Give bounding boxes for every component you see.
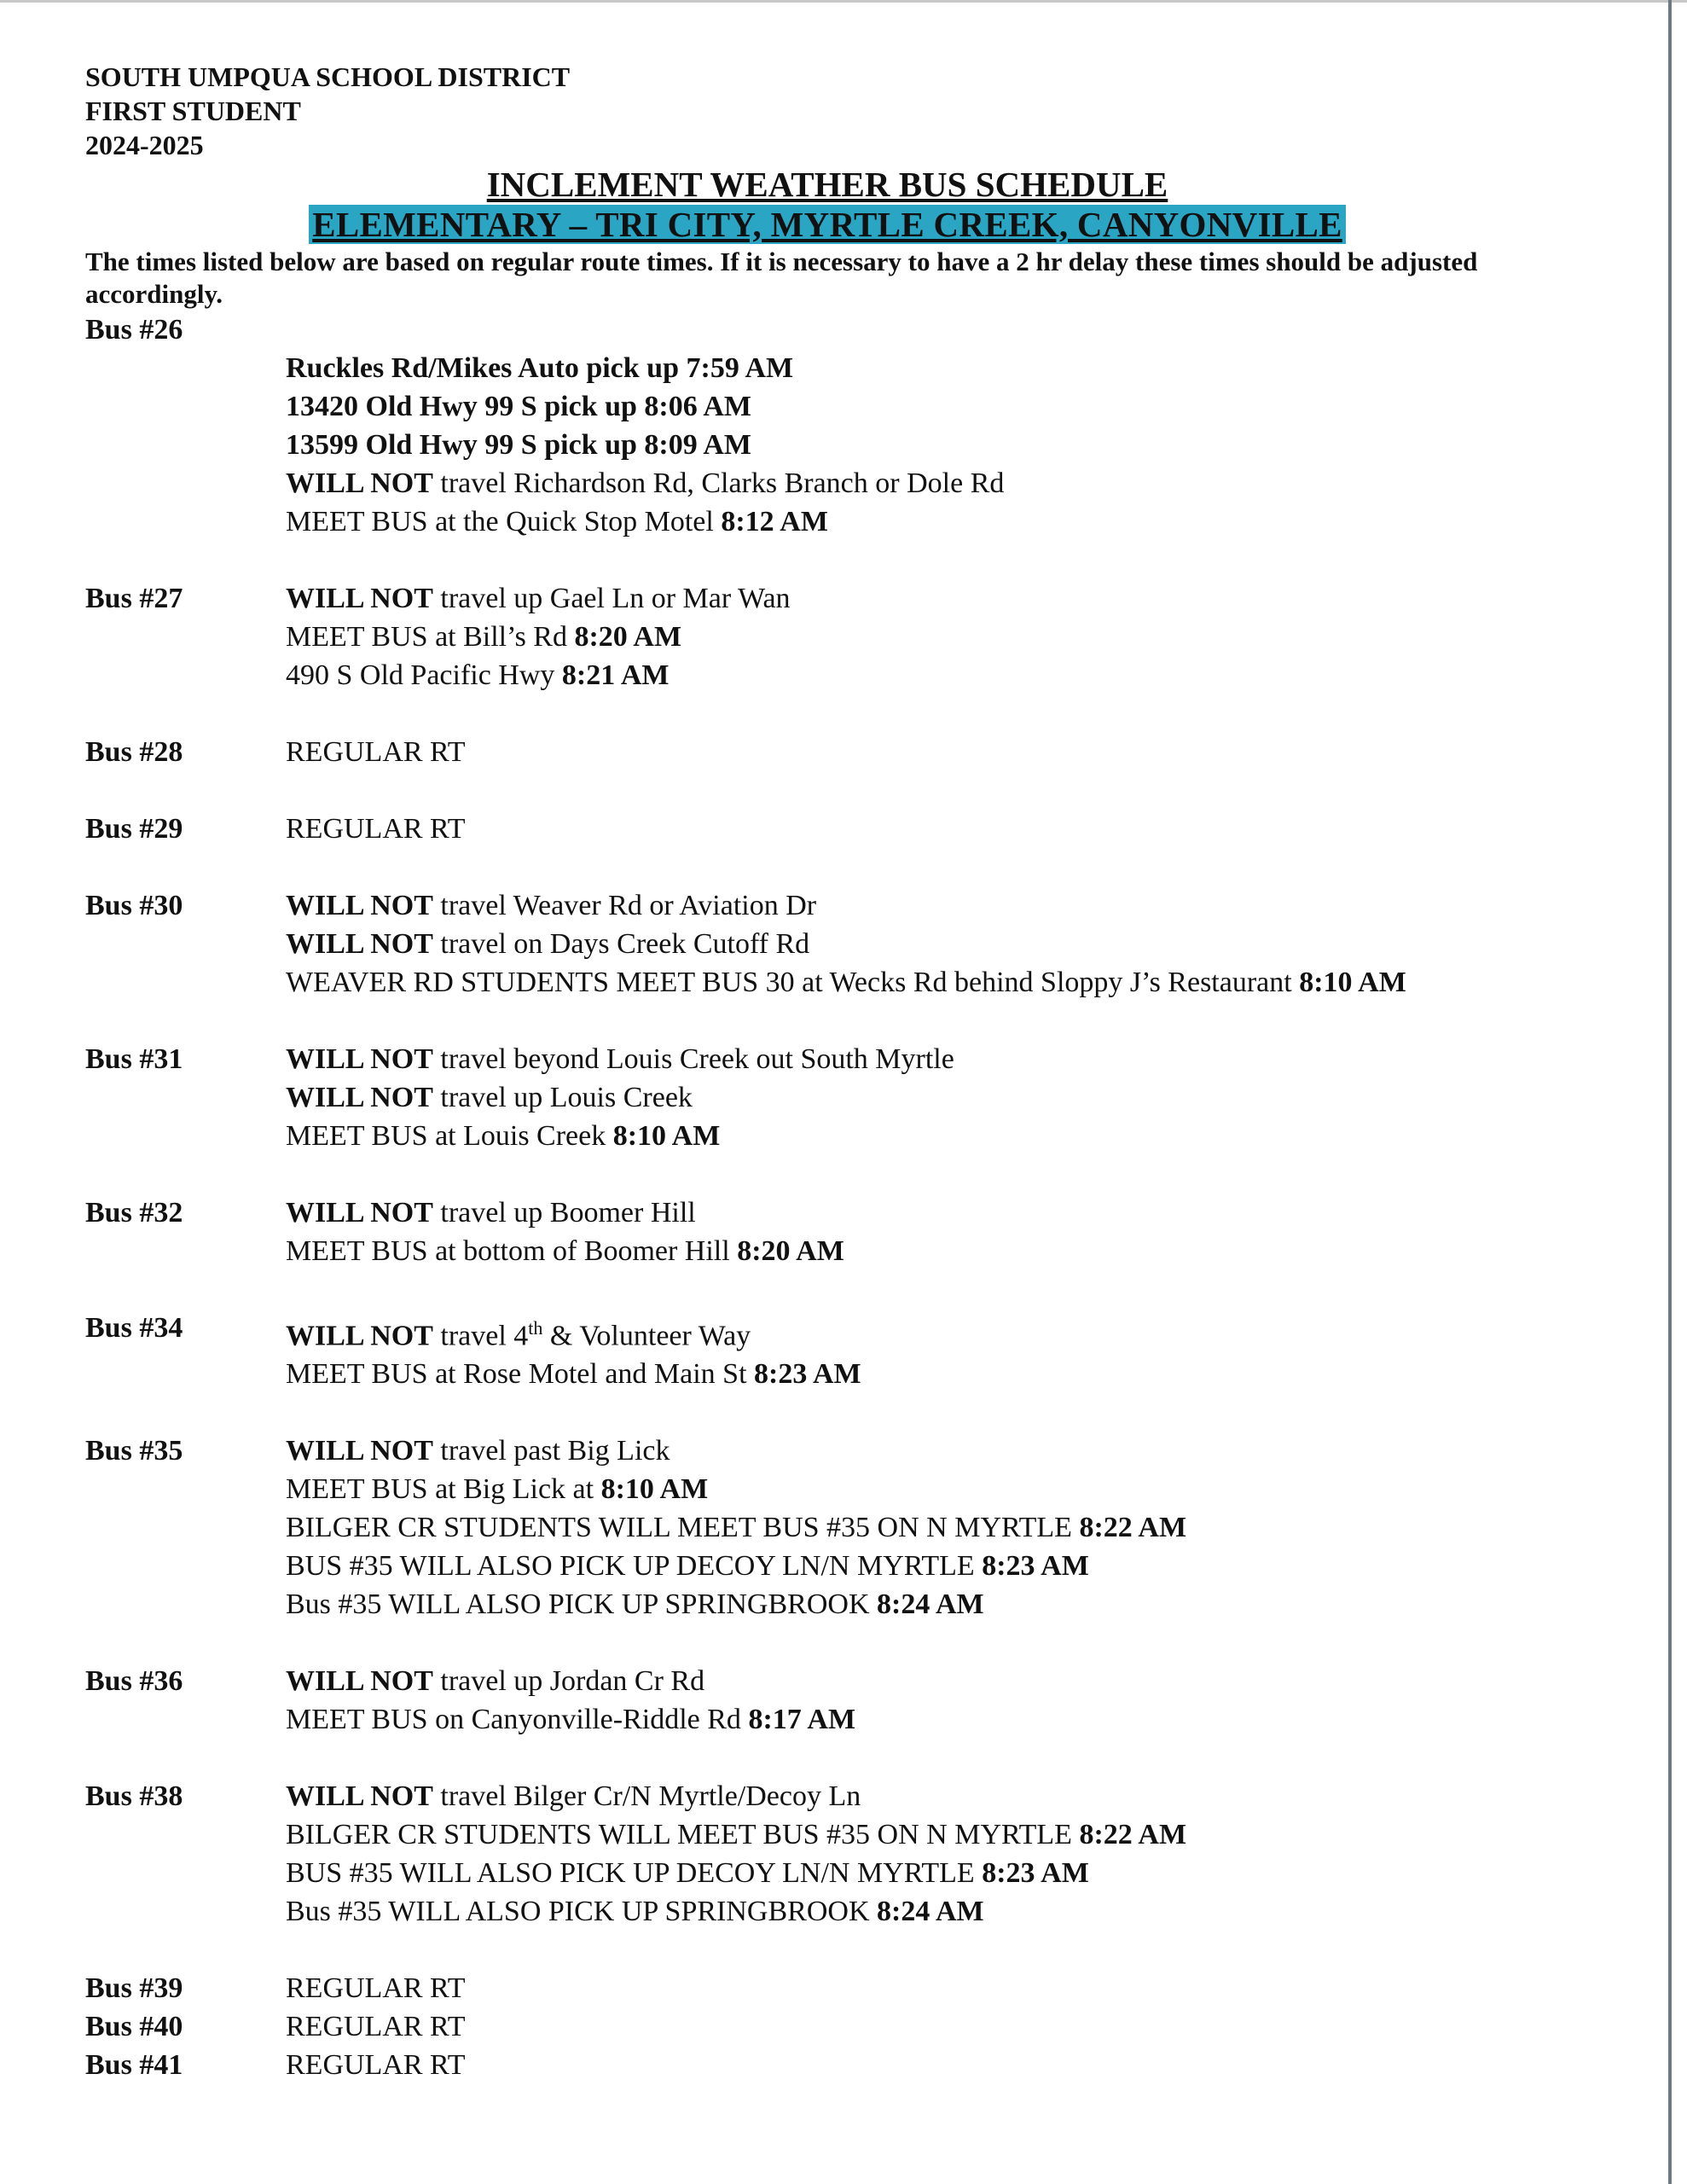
instruction-line [286,464,1586,502]
bold-text: WILL NOT [286,583,433,614]
plain-text: Bus #35 WILL ALSO PICK UP SPRINGBROOK [286,1896,877,1928]
instruction-line [286,1892,1586,1931]
spacer [85,1623,1586,1662]
bus-number: Bus #38 [85,1780,183,1813]
plain-text: travel up Louis Creek [432,1082,693,1113]
plain-text: travel on Days Creek Cutoff Rd [432,928,810,960]
bold-text: WILL NOT [286,928,433,960]
plain-text: WEAVER RD STUDENTS MEET BUS 30 at Wecks Rd behind Sloppy J’s Restaurant [286,967,1300,998]
plain-text: 490 S Old Pacific Hwy [286,659,562,691]
bus-number: Bus #36 [85,1665,183,1698]
bold-text: 13599 Old Hwy 99 S pick up 8:09 AM [286,429,751,461]
plain-text: BILGER CR STUDENTS WILL MEET BUS #35 ON N MYRTLE [286,1819,1080,1851]
instruction-line [286,1309,1586,1355]
plain-text: travel past Big Lick [432,1435,670,1467]
bus-number: Bus #30 [85,890,183,921]
bold-text: 13420 Old Hwy 99 S pick up 8:06 AM [286,391,751,422]
bus-number: Bus #34 [85,1312,183,1344]
bus-entry [85,1662,1586,1739]
document-page [85,60,1586,2084]
bus-instructions [286,1662,1586,1739]
title-block [68,162,1586,244]
bus-instructions [286,1040,1586,1155]
pickup-time: 8:10 AM [1299,967,1406,998]
instruction-line [286,1232,1586,1270]
instruction-line: REGULAR RT [286,2049,466,2082]
pickup-time: 8:22 AM [1079,1512,1187,1544]
plain-text: MEET BUS at Big Lick at [286,1473,601,1506]
instruction-line [286,349,1586,387]
instruction-line [286,618,1586,656]
instruction-line [286,387,1586,426]
instruction-line [286,1355,1586,1393]
plain-text: MEET BUS on Canyonville-Riddle Rd [286,1704,749,1736]
instruction-line [286,1662,1586,1700]
spacer [85,1739,1586,1777]
bold-text: WILL NOT [286,1435,433,1467]
plain-text: BUS #35 WILL ALSO PICK UP DECOY LN/N MYRTLE [286,1550,983,1583]
bus-number: Bus #41 [85,2049,183,2082]
bus-entry [85,311,1586,541]
instruction-line [286,1777,1586,1815]
bus-entry [85,810,1586,848]
bus-entry [85,733,1586,771]
page-title: INCLEMENT WEATHER BUS SCHEDULE [486,165,1168,204]
pickup-time: 8:22 AM [1079,1819,1187,1851]
bus-instructions [286,1194,1586,1270]
instruction-line [286,1432,1586,1470]
bus-entry [85,886,1586,1002]
scan-top-edge [0,0,1687,3]
plain-text: travel 4 [432,1320,529,1352]
page-subtitle: ELEMENTARY – TRI CITY, MYRTLE CREEK, CANYONVILLE [309,205,1346,244]
pickup-time: 8:23 AM [982,1857,1089,1890]
bus-instructions [286,886,1586,1002]
plain-text: travel Weaver Rd or Aviation Dr [432,890,817,921]
instruction-line [286,810,1586,848]
spacer [85,771,1586,810]
regular-route-list [85,1931,1586,2084]
instruction-line [286,426,1586,464]
plain-text: REGULAR RT [286,736,466,768]
bus-entry [85,2007,1586,2046]
spacer [85,1270,1586,1309]
instruction-line [286,311,1586,349]
plain-text: MEET BUS at the Quick Stop Motel [286,506,722,537]
plain-text: travel Bilger Cr/N Myrtle/Decoy Ln [432,1780,861,1813]
plain-text: MEET BUS at bottom of Boomer Hill [286,1235,738,1267]
spacer [85,1393,1586,1432]
bus-instructions [286,1969,1586,2007]
plain-text: MEET BUS at Louis Creek [286,1120,613,1152]
instruction-line [286,579,1586,618]
bus-number: Bus #32 [85,1197,183,1228]
instruction-line [286,1117,1586,1155]
bus-number: Bus #28 [85,736,183,768]
plain-text: REGULAR RT [286,813,466,845]
instruction-line [286,886,1586,925]
pickup-time: 8:23 AM [754,1358,861,1391]
instruction-line [286,1508,1586,1547]
bus-instructions [286,733,1586,771]
bus-entry [85,579,1586,694]
pickup-time: 8:17 AM [748,1704,856,1736]
instruction-line [286,1854,1586,1892]
pickup-time: 8:10 AM [600,1473,709,1506]
bus-number: Bus #39 [85,1972,183,2005]
pickup-time: 8:24 AM [877,1589,984,1621]
bus-entry [85,1777,1586,1931]
bus-number: Bus #26 [85,314,183,346]
bus-schedule [85,311,1586,1931]
spacer [85,541,1586,579]
instruction-line [286,963,1586,1002]
pickup-time: 8:24 AM [877,1896,984,1928]
plain-text: BUS #35 WILL ALSO PICK UP DECOY LN/N MYRTLE [286,1857,983,1890]
instruction-line [286,1700,1586,1739]
bus-instructions [286,1777,1586,1931]
spacer [85,1002,1586,1040]
intro-note: The times listed below are based on regular route times. If it is necessary to have a 2 hr delay these times should be adjusted accordingly. [85,247,1478,309]
instruction-line [286,733,1586,771]
instruction-line [286,1470,1586,1508]
pickup-time: 8:12 AM [721,506,828,537]
instruction-line: REGULAR RT [286,2011,466,2043]
scan-right-edge [1668,0,1672,2184]
instruction-line [286,1194,1586,1232]
bold-text: WILL NOT [286,1197,433,1228]
plain-text: travel up Boomer Hill [432,1197,696,1228]
bus-instructions [286,579,1586,694]
bus-instructions [286,1309,1586,1393]
instruction-line [286,1585,1586,1623]
instruction-line [286,1547,1586,1585]
spacer [85,848,1586,886]
plain-text: & Volunteer Way [542,1320,751,1352]
bold-text: WILL NOT [286,1043,433,1075]
bus-number: Bus #27 [85,583,183,614]
school-year: 2024-2025 [85,130,204,160]
bus-number: Bus #29 [85,813,183,845]
spacer [85,1931,1586,1969]
instruction-line [286,1815,1586,1854]
bold-text: WILL NOT [286,1780,433,1813]
bus-entry [85,1040,1586,1155]
bus-instructions [286,2007,1586,2046]
plain-text: travel up Gael Ln or Mar Wan [432,583,791,614]
bus-entry [85,2046,1586,2084]
pickup-time: 8:20 AM [574,621,682,653]
plain-text: travel up Jordan Cr Rd [432,1665,705,1698]
bus-instructions [286,311,1586,541]
bold-text: WILL NOT [286,1320,433,1352]
bus-number: Bus #40 [85,2011,183,2043]
bold-text: WILL NOT [286,890,433,921]
bus-entry [85,1194,1586,1270]
bus-entry [85,1309,1586,1393]
pickup-time: 8:20 AM [737,1235,844,1267]
bus-instructions [286,2046,1586,2084]
district-name: SOUTH UMPQUA SCHOOL DISTRICT [85,61,571,92]
bus-entry [85,1432,1586,1623]
instruction-line: REGULAR RT [286,1972,466,2005]
bus-instructions [286,810,1586,848]
plain-text: Bus #35 WILL ALSO PICK UP SPRINGBROOK [286,1589,877,1621]
plain-text: travel beyond Louis Creek out South Myrtle [432,1043,954,1075]
pickup-time: 8:23 AM [982,1550,1089,1583]
pickup-time: 8:21 AM [561,659,670,691]
bold-text: WILL NOT [286,468,433,499]
bus-entry [85,1969,1586,2007]
plain-text: BILGER CR STUDENTS WILL MEET BUS #35 ON N MYRTLE [286,1512,1080,1544]
instruction-line [286,925,1586,963]
plain-text: travel Richardson Rd, Clarks Branch or Dole Rd [432,468,1005,499]
plain-text: MEET BUS at Bill’s Rd [286,621,575,653]
instruction-line [286,656,1586,694]
instruction-line [286,1078,1586,1117]
bus-instructions [286,1432,1586,1623]
pickup-time: 8:10 AM [612,1120,721,1152]
bus-number: Bus #35 [85,1435,183,1467]
company-name: FIRST STUDENT [85,96,301,126]
instruction-line [286,502,1586,541]
instruction-line [286,1040,1586,1078]
bold-text: WILL NOT [286,1082,433,1113]
spacer [85,1155,1586,1194]
bus-number: Bus #31 [85,1043,183,1075]
plain-text: MEET BUS at Rose Motel and Main St [286,1358,755,1391]
bold-text: Ruckles Rd/Mikes Auto pick up 7:59 AM [286,352,794,384]
superscript: th [528,1317,543,1339]
bold-text: WILL NOT [286,1665,433,1698]
spacer [85,694,1586,733]
